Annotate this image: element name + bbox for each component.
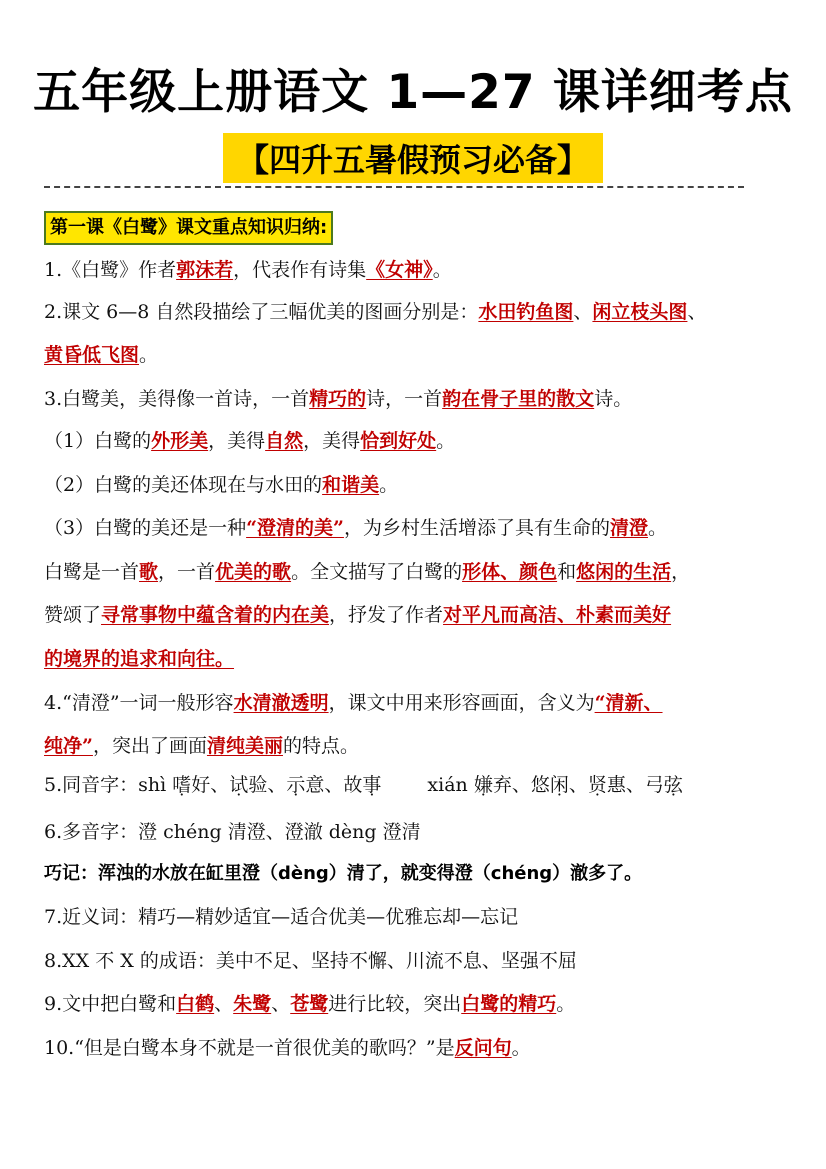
dotted-char: 事 — [362, 774, 382, 796]
keyword: “澄清的美” — [246, 517, 344, 539]
text: 好、 — [191, 774, 230, 796]
keyword: 水田钓鱼图 — [478, 301, 574, 323]
text: （1）白鹭的 — [44, 430, 152, 452]
text: 、 — [214, 993, 234, 1015]
text: 。 — [436, 430, 456, 452]
text: 、 — [573, 301, 593, 323]
text: 3.白鹭美，美得像一首诗，一首 — [44, 388, 310, 410]
pinyin: xián — [427, 774, 468, 796]
keyword: 闲立枝头图 — [592, 301, 688, 323]
text: 4.“清澄”一词一般形容 — [44, 692, 234, 714]
keyword: 恰到好处 — [360, 430, 437, 452]
page-subtitle: 【四升五暑假预习必备】 — [223, 133, 603, 183]
keyword: 纯净” — [44, 735, 93, 757]
dotted-char: 示 — [286, 774, 306, 796]
point-4-cont — [44, 733, 359, 759]
text: 、 — [687, 301, 707, 323]
text: 。全文描写了白鹭的 — [291, 561, 463, 583]
text: 赞颂了 — [44, 604, 102, 626]
keyword: 朱鹭 — [233, 993, 272, 1015]
text: 。 — [432, 259, 452, 281]
dotted-char: 嫌 — [473, 774, 493, 796]
text: 。 — [379, 474, 399, 496]
text: 10.“但是白鹭本身不就是一首很优美的歌吗？”是 — [44, 1037, 455, 1059]
keyword: 寻常事物中蕴含着的内在美 — [101, 604, 330, 626]
summary-line-3 — [44, 646, 234, 672]
text: 诗。 — [594, 388, 633, 410]
keyword: 和谐美 — [322, 474, 380, 496]
text: 白鹭是一首 — [44, 561, 140, 583]
dotted-char: 弦 — [663, 774, 683, 796]
dotted-char: 贤 — [587, 774, 607, 796]
text: ，一首 — [158, 561, 216, 583]
dotted-char: 嗜 — [172, 774, 192, 796]
point-2 — [44, 299, 706, 325]
text: 进行比较，突出 — [328, 993, 462, 1015]
subtitle-wrap — [0, 133, 826, 183]
keyword: 白鹤 — [176, 993, 215, 1015]
keyword: 苍鹭 — [290, 993, 329, 1015]
page-title: 五年级上册语文 1—27 课详细考点 — [33, 65, 793, 120]
text: 。 — [511, 1037, 531, 1059]
keyword: 自然 — [265, 430, 304, 452]
text: 意、故 — [305, 774, 363, 796]
text: （3）白鹭的美还是一种 — [44, 517, 247, 539]
point-1 — [44, 257, 452, 283]
text: ，抒发了作者 — [329, 604, 444, 626]
text: 1.《白鹭》作者 — [44, 259, 177, 281]
summary-line-2 — [44, 602, 671, 628]
text: 5.同音字： — [44, 774, 139, 796]
point-4 — [44, 690, 663, 716]
keyword: 清澄 — [609, 517, 648, 539]
keyword: 精巧的 — [309, 388, 367, 410]
text: ，为乡村生活增添了具有生命的 — [343, 517, 610, 539]
point-10 — [44, 1035, 531, 1061]
text: 验、 — [248, 774, 287, 796]
point-7-synonyms: 7.近义词：精巧—精妙适宜—适合优美—优雅忘却—忘记 — [44, 906, 519, 928]
point-3-2 — [44, 472, 398, 498]
keyword: 郭沫若 — [176, 259, 234, 281]
text: 、 — [568, 774, 588, 796]
text: 和 — [557, 561, 577, 583]
dashed-divider — [44, 186, 744, 188]
text: 9.文中把白鹭和 — [44, 993, 177, 1015]
keyword: 悠闲的生活 — [576, 561, 672, 583]
text: 诗，一首 — [366, 388, 443, 410]
point-6-polyphones: 6.多音字：澄 chéng 清澄、澄澈 dèng 澄清 — [44, 821, 421, 843]
memory-tip: 巧记：浑浊的水放在缸里澄（dèng）清了，就变得澄（chéng）澈多了。 — [44, 863, 643, 884]
keyword: 歌 — [139, 561, 159, 583]
text: ，美得 — [208, 430, 266, 452]
keyword: 的境界的追求和向往。 — [44, 648, 235, 670]
point-5-homophones — [44, 772, 683, 798]
text: 弃、悠 — [492, 774, 550, 796]
text: ，课文中用来形容画面，含义为 — [328, 692, 595, 714]
text: （2）白鹭的美还体现在与水田的 — [44, 474, 323, 496]
keyword: 外形美 — [151, 430, 209, 452]
point-3 — [44, 386, 632, 412]
text: 、 — [271, 993, 291, 1015]
point-2-cont — [44, 342, 158, 368]
keyword: 优美的歌 — [215, 561, 292, 583]
point-9 — [44, 991, 575, 1017]
keyword: 形体、颜色 — [462, 561, 558, 583]
text: 。 — [556, 993, 576, 1015]
summary-line-1 — [44, 559, 690, 585]
lesson-heading: 第一课《白鹭》课文重点知识归纳: — [44, 211, 333, 245]
text: 2.课文 6—8 自然段描绘了三幅优美的图画分别是： — [44, 301, 479, 323]
point-3-1 — [44, 428, 455, 454]
keyword: 韵在骨子里的散文 — [442, 388, 595, 410]
keyword: 《女神》 — [366, 259, 433, 281]
keyword: 黄昏低飞图 — [44, 344, 140, 366]
keyword: 白鹭的精巧 — [461, 993, 557, 1015]
keyword: 水清澈透明 — [233, 692, 329, 714]
text: 的特点。 — [282, 735, 359, 757]
text: ，代表作有诗集 — [233, 259, 367, 281]
text: 惠、弓 — [606, 774, 664, 796]
keyword: 反问句 — [454, 1037, 512, 1059]
pinyin: shì — [138, 774, 167, 796]
text: ， — [671, 561, 691, 583]
keyword: 清纯美丽 — [206, 735, 283, 757]
dotted-char: 试 — [229, 774, 249, 796]
text: ，突出了画面 — [92, 735, 207, 757]
keyword: “清新、 — [594, 692, 663, 714]
dotted-char: 闲 — [549, 774, 569, 796]
keyword: 对平凡而高洁、朴素而美好 — [443, 604, 672, 626]
point-8-idioms: 8.XX 不 X 的成语：美中不足、坚持不懈、川流不息、坚强不屈 — [44, 950, 577, 972]
text: ，美得 — [303, 430, 361, 452]
text: 。 — [647, 517, 667, 539]
text: 。 — [139, 344, 159, 366]
point-3-3 — [44, 515, 667, 541]
